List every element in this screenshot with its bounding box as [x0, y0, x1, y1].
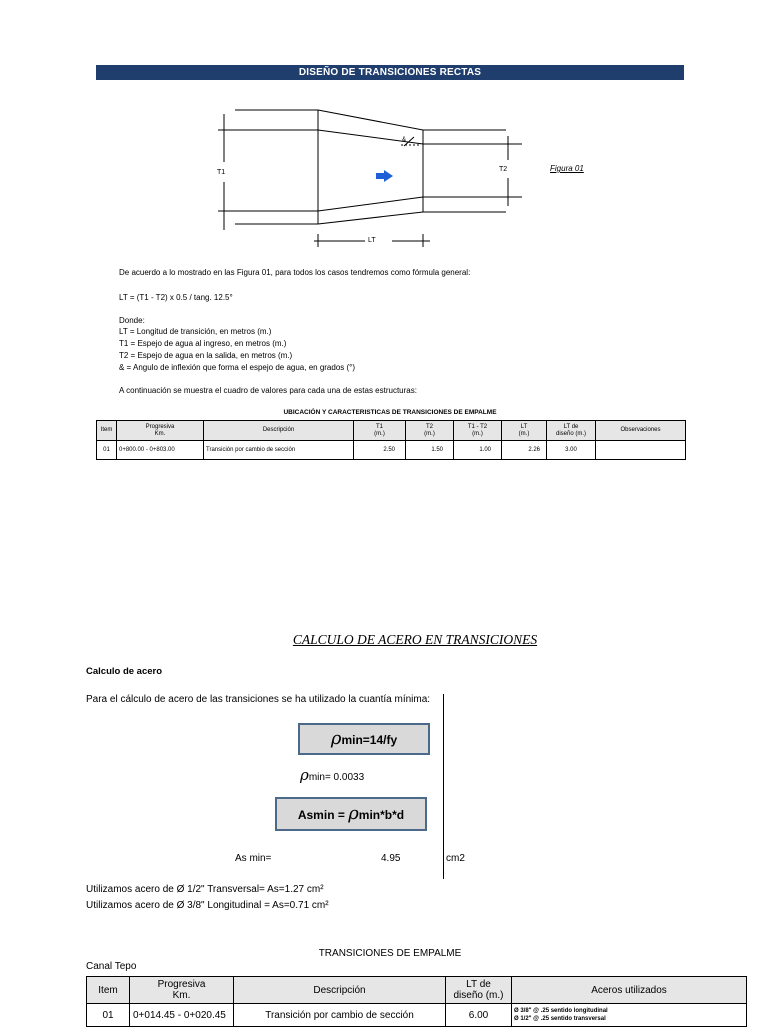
vertical-divider: [443, 694, 444, 879]
th-t1: T1 (m.): [354, 421, 406, 441]
cell-item: 01: [97, 441, 117, 460]
asmin-value: 4.95: [381, 853, 401, 864]
empalme-table: [86, 976, 747, 1027]
calc-subtitle: Calculo de acero: [86, 666, 163, 677]
cell2-lt-diseno: 6.00: [446, 1004, 512, 1027]
rho-min-formula: ρmin=14/fy: [298, 723, 430, 755]
canal-name: Canal Tepo: [86, 961, 137, 972]
th-progresiva: Progresiva Km.: [117, 421, 204, 441]
th-item: Item: [97, 421, 117, 441]
th-descripcion: Descripción: [204, 421, 354, 441]
angle-label: &: [402, 137, 407, 143]
cell-t1-t2: 1.00: [454, 441, 502, 460]
flow-arrow-icon: [376, 170, 393, 182]
intro-def4: & = Angulo de inflexión que forma el espejo de agua, en grados (°): [119, 363, 356, 372]
lt-label: LT: [368, 237, 376, 244]
th2-item: Item: [87, 977, 130, 1004]
th-observaciones: Observaciones: [596, 421, 686, 441]
cell-t2: 1.50: [406, 441, 454, 460]
th-lt: LT (m.): [502, 421, 547, 441]
th2-aceros: Aceros utilizados: [512, 977, 747, 1004]
asmin-unit: cm2: [446, 853, 465, 864]
intro-formula: LT = (T1 - T2) x 0.5 / tang. 12.5°: [119, 293, 233, 302]
intro-def3: T2 = Espejo de agua en la salida, en metros (m.): [119, 351, 293, 360]
cell2-aceros: [512, 1004, 747, 1027]
transition-top-outer: [318, 110, 423, 130]
figure-caption: Figura 01: [550, 164, 584, 173]
transitions-table: [96, 420, 686, 460]
th2-progresiva: Progresiva Km.: [130, 977, 234, 1004]
cell2-progresiva: 0+014.45 - 0+020.45: [130, 1004, 234, 1027]
th2-descripcion: Descripción: [234, 977, 446, 1004]
uso-acero-transversal: Utilizamos acero de Ø 1/2" Transversal= As=1.27 cm²: [86, 884, 324, 895]
th2-lt-diseno: LT de diseño (m.): [446, 977, 512, 1004]
intro-def2: T1 = Espejo de agua al ingreso, en metros (m.): [119, 339, 287, 348]
table1-header-row: [97, 421, 686, 441]
table-row: [87, 1004, 747, 1027]
cell-t1: 2.50: [354, 441, 406, 460]
table1-caption: UBICACIÓN Y CARACTERISTICAS DE TRANSICIONES DE EMPALME: [283, 409, 497, 416]
cell-observaciones: [596, 441, 686, 460]
transition-diagram: [200, 100, 540, 250]
transition-bottom-outer: [318, 212, 423, 224]
cell-descripcion: Transición por cambio de sección: [204, 441, 354, 460]
th-lt-diseno: LT de diseño (m.): [547, 421, 596, 441]
calc-intro: Para el cálculo de acero de las transiciones se ha utilizado la cuantía mínima:: [86, 694, 431, 705]
intro-donde: Donde:: [119, 316, 145, 325]
acero-longitudinal: Ø 3/8" @ .25 sentido longitudinal: [514, 1008, 608, 1014]
rho-min-value: ρmin= 0.0033: [300, 766, 365, 784]
th-t1-t2: T1 - T2 (m.): [454, 421, 502, 441]
uso-acero-longitudinal: Utilizamos acero de Ø 3/8" Longitudinal = As=0.71 cm²: [86, 900, 329, 911]
section-title: CALCULO DE ACERO EN TRANSICIONES: [292, 632, 538, 647]
t2-label: T2: [499, 166, 508, 173]
acero-transversal: Ø 1/2" @ .25 sentido transversal: [514, 1016, 606, 1022]
asmin-label: As min=: [235, 853, 272, 864]
cell2-descripcion: Transición por cambio de sección: [234, 1004, 446, 1027]
page-title: DISEÑO DE TRANSICIONES RECTAS: [96, 65, 684, 80]
asmin-formula: Asmin = ρmin*b*d: [275, 797, 427, 831]
transition-top-inner: [318, 130, 423, 144]
transition-bottom-inner: [318, 197, 423, 211]
cell-lt: 2.26: [502, 441, 547, 460]
table-row: [97, 441, 686, 460]
intro-def1: LT = Longitud de transición, en metros (m.): [119, 327, 272, 336]
intro-line1: De acuerdo a lo mostrado en las Figura 01, para todos los casos tendremos como fórmula general:: [119, 268, 471, 277]
t1-label: T1: [217, 169, 226, 176]
intro-line2: A continuación se muestra el cuadro de valores para cada una de estas estructuras:: [119, 386, 417, 395]
table2-header-row: [87, 977, 747, 1004]
table2-caption: TRANSICIONES DE EMPALME: [318, 948, 462, 959]
th-t2: T2 (m.): [406, 421, 454, 441]
cell-lt-diseno: 3.00: [547, 441, 596, 460]
cell2-item: 01: [87, 1004, 130, 1027]
cell-progresiva: 0+800.00 - 0+803.00: [117, 441, 204, 460]
rho-symbol: ρ: [330, 728, 342, 749]
